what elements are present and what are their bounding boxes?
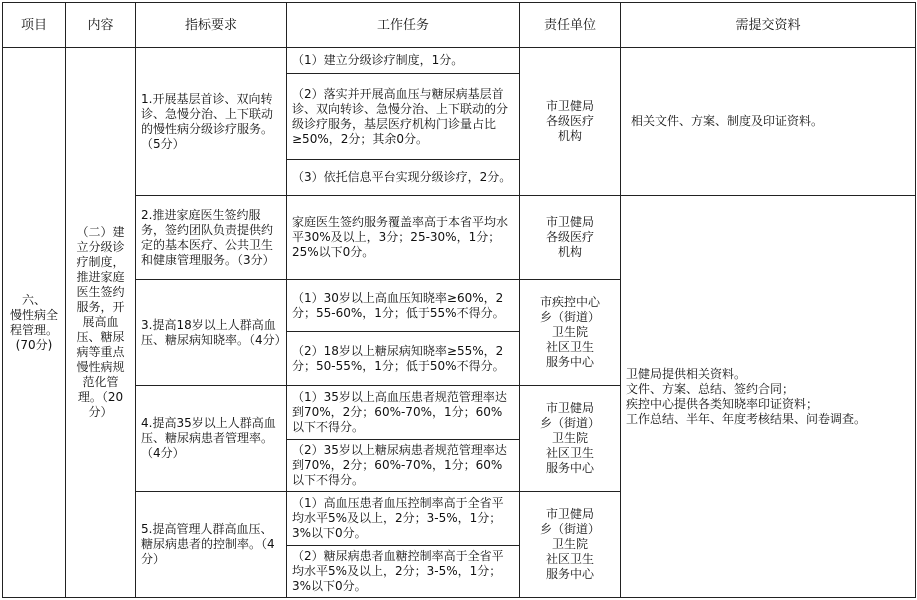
task-cell: （2）糖尿病患者血糖控制率高于全省平均水平5%及以上，2分；3-5%，1分；3%以下0分。 [287,546,520,598]
materials-cell: 卫健局提供相关资料。 文件、方案、总结、签约合同； 疾控中心提供各类知晓率印证资料； 工作总结、半年、年度考核结果、问卷调查。 [621,196,916,598]
header-materials: 需提交资料 [621,3,916,48]
header-content: 内容 [66,3,136,48]
task-cell: （2）35岁以上糖尿病患者规范管理率达到70%，2分；60%-70%，1分；60%以下不得分。 [287,440,520,492]
content-cell: （二）建立分级诊疗制度，推进家庭医生签约服务，开展高血压、糖尿病等重点慢性病规范化管理。（20分） [66,48,136,598]
indicator-cell: 2.推进家庭医生签约服务，签约团队负责提供约定的基本医疗、公共卫生和健康管理服务。（3分） [136,196,287,280]
materials-cell: 相关文件、方案、制度及印证资料。 [621,48,916,196]
header-indicator: 指标要求 [136,3,287,48]
unit-cell: 市卫健局 乡（街道） 卫生院 社区卫生 服务中心 [520,492,621,598]
table-row [3,196,916,280]
unit-cell: 市卫健局 各级医疗 机构 [520,196,621,280]
table-row [3,48,916,74]
indicator-cell: 4.提高35岁以上人群高血压、糖尿病患者管理率。（4分） [136,386,287,492]
task-cell: （1）35岁以上高血压患者规范管理率达到70%，2分；60%-70%，1分；60%以下不得分。 [287,386,520,440]
task-cell: （1）高血压患者血压控制率高于全省平均水平5%及以上，2分；3-5%，1分；3%以下0分。 [287,492,520,546]
header-unit: 责任单位 [520,3,621,48]
header-task: 工作任务 [287,3,520,48]
task-cell: （2）落实并开展高血压与糖尿病基层首诊、双向转诊、急慢分治、上下联动的分级诊疗服务，基层医疗机构门诊量占比≥50%，2分；其余0分。 [287,74,520,160]
unit-cell: 市卫健局 乡（街道） 卫生院 社区卫生 服务中心 [520,386,621,492]
indicator-cell: 5.提高管理人群高血压、糖尿病患者的控制率。（4分） [136,492,287,598]
task-cell: 家庭医生签约服务覆盖率高于本省平均水平30%及以上，3分；25-30%，1分；25%以下0分。 [287,196,520,280]
assessment-table [2,2,916,598]
unit-cell: 市疾控中心 乡（街道） 卫生院 社区卫生 服务中心 [520,280,621,386]
task-cell: （1）30岁以上高血压知晓率≥60%，2分；55-60%，1分；低于55%不得分。 [287,280,520,332]
header-row [3,3,916,48]
unit-cell: 市卫健局 各级医疗 机构 [520,48,621,196]
indicator-cell: 1.开展基层首诊、双向转诊、急慢分治、上下联动的慢性病分级诊疗服务。（5分） [136,48,287,196]
indicator-cell: 3.提高18岁以上人群高血压、糖尿病知晓率。（4分） [136,280,287,386]
project-cell: 六、 慢性病全程管理。 (70分) [3,48,66,598]
header-project: 项目 [3,3,66,48]
task-cell: （1）建立分级诊疗制度，1分。 [287,48,520,74]
task-cell: （2）18岁以上糖尿病知晓率≥55%，2分；50-55%，1分；低于50%不得分。 [287,332,520,386]
task-cell: （3）依托信息平台实现分级诊疗，2分。 [287,160,520,196]
